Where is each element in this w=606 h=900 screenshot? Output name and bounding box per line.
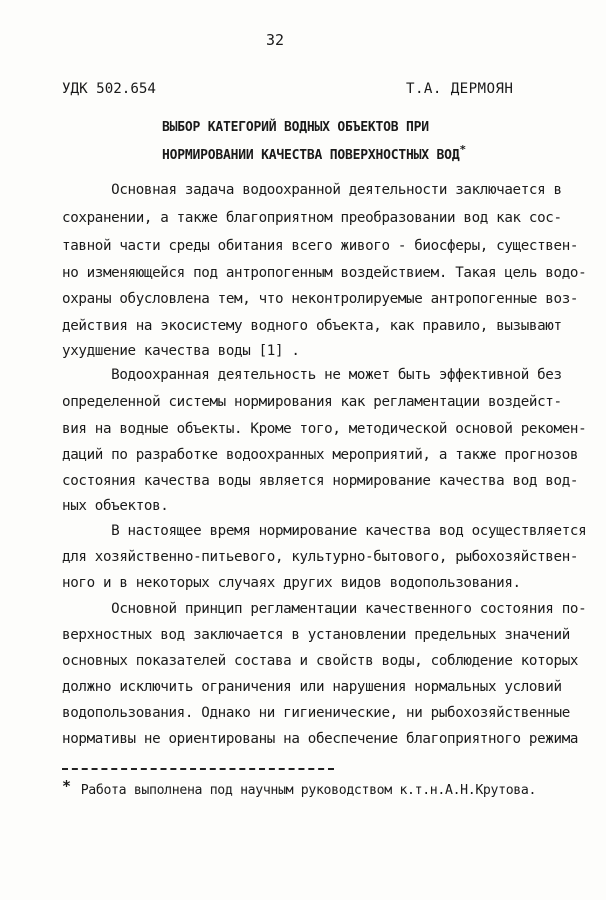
body-line: ного и в некоторых случаях других видов водопользования. [62, 575, 521, 591]
title-line-1: ВЫБОР КАТЕГОРИЙ ВОДНЫХ ОБЪЕКТОВ ПРИ [162, 120, 429, 135]
body-line: водопользования. Однако ни гигиенические, ни рыбохозяйственные [62, 705, 570, 721]
body-line: Основной принцип регламентации качественного состояния по- [62, 601, 587, 617]
body-line: определенной системы нормирования как регламентации воздейст- [62, 394, 562, 410]
footnote-text: Работа выполнена под научным руководством к.т.н.А.Н.Крутова. [80, 783, 537, 798]
udk-code: УДК 502.654 [62, 81, 156, 97]
body-line: верхностных вод заключается в установлении предельных значений [62, 627, 570, 643]
body-line: состояния качества воды является нормирование качества вод вод- [62, 473, 579, 489]
body-line: ухудшение качества воды [1] . [62, 343, 300, 359]
body-line: вия на водные объекты. Кроме того, методической основой рекомен- [62, 421, 587, 437]
body-line: Основная задача водоохранной деятельности заключается в [62, 182, 562, 198]
title-footnote-mark: * [459, 143, 466, 156]
body-line: должно исключить ограничения или нарушения нормальных условий [62, 679, 562, 695]
body-line: нормативы не ориентированы на обеспечение благоприятного режима [62, 731, 579, 747]
title-line-2 [162, 143, 466, 163]
title-line-2-text: НОРМИРОВАНИИ КАЧЕСТВА ПОВЕРХНОСТНЫХ ВОД [162, 148, 460, 163]
body-line: для хозяйственно-питьевого, культурно-бытового, рыбохозяйствен- [62, 549, 579, 565]
body-line: действия на экосистему водного объекта, как правило, вызывают [62, 318, 562, 334]
body-line: сохранении, а также благоприятном преобразовании вод как сос- [62, 210, 562, 226]
footnote [62, 777, 537, 798]
body-line: Водоохранная деятельность не может быть эффективной без [62, 367, 562, 383]
footnote-separator [62, 768, 334, 770]
footnote-mark: * [62, 777, 71, 795]
body-line: В настоящее время нормирование качества вод осуществляется [62, 523, 587, 539]
body-line: даций по разработке водоохранных мероприятий, а также прогнозов [62, 447, 579, 463]
author-name: Т.А. ДЕРМОЯН [406, 81, 514, 97]
body-line: охраны обусловлена тем, что неконтролируемые антропогенные воз- [62, 291, 579, 307]
body-line: тавной части среды обитания всего живого - биосферы, существен- [62, 238, 579, 254]
page-number: 32 [266, 31, 285, 49]
body-line: основных показателей состава и свойств воды, соблюдение которых [62, 653, 579, 669]
body-line: но изменяющейся под антропогенным воздействием. Такая цель водо- [62, 265, 587, 281]
body-line: ных объектов. [62, 498, 169, 514]
